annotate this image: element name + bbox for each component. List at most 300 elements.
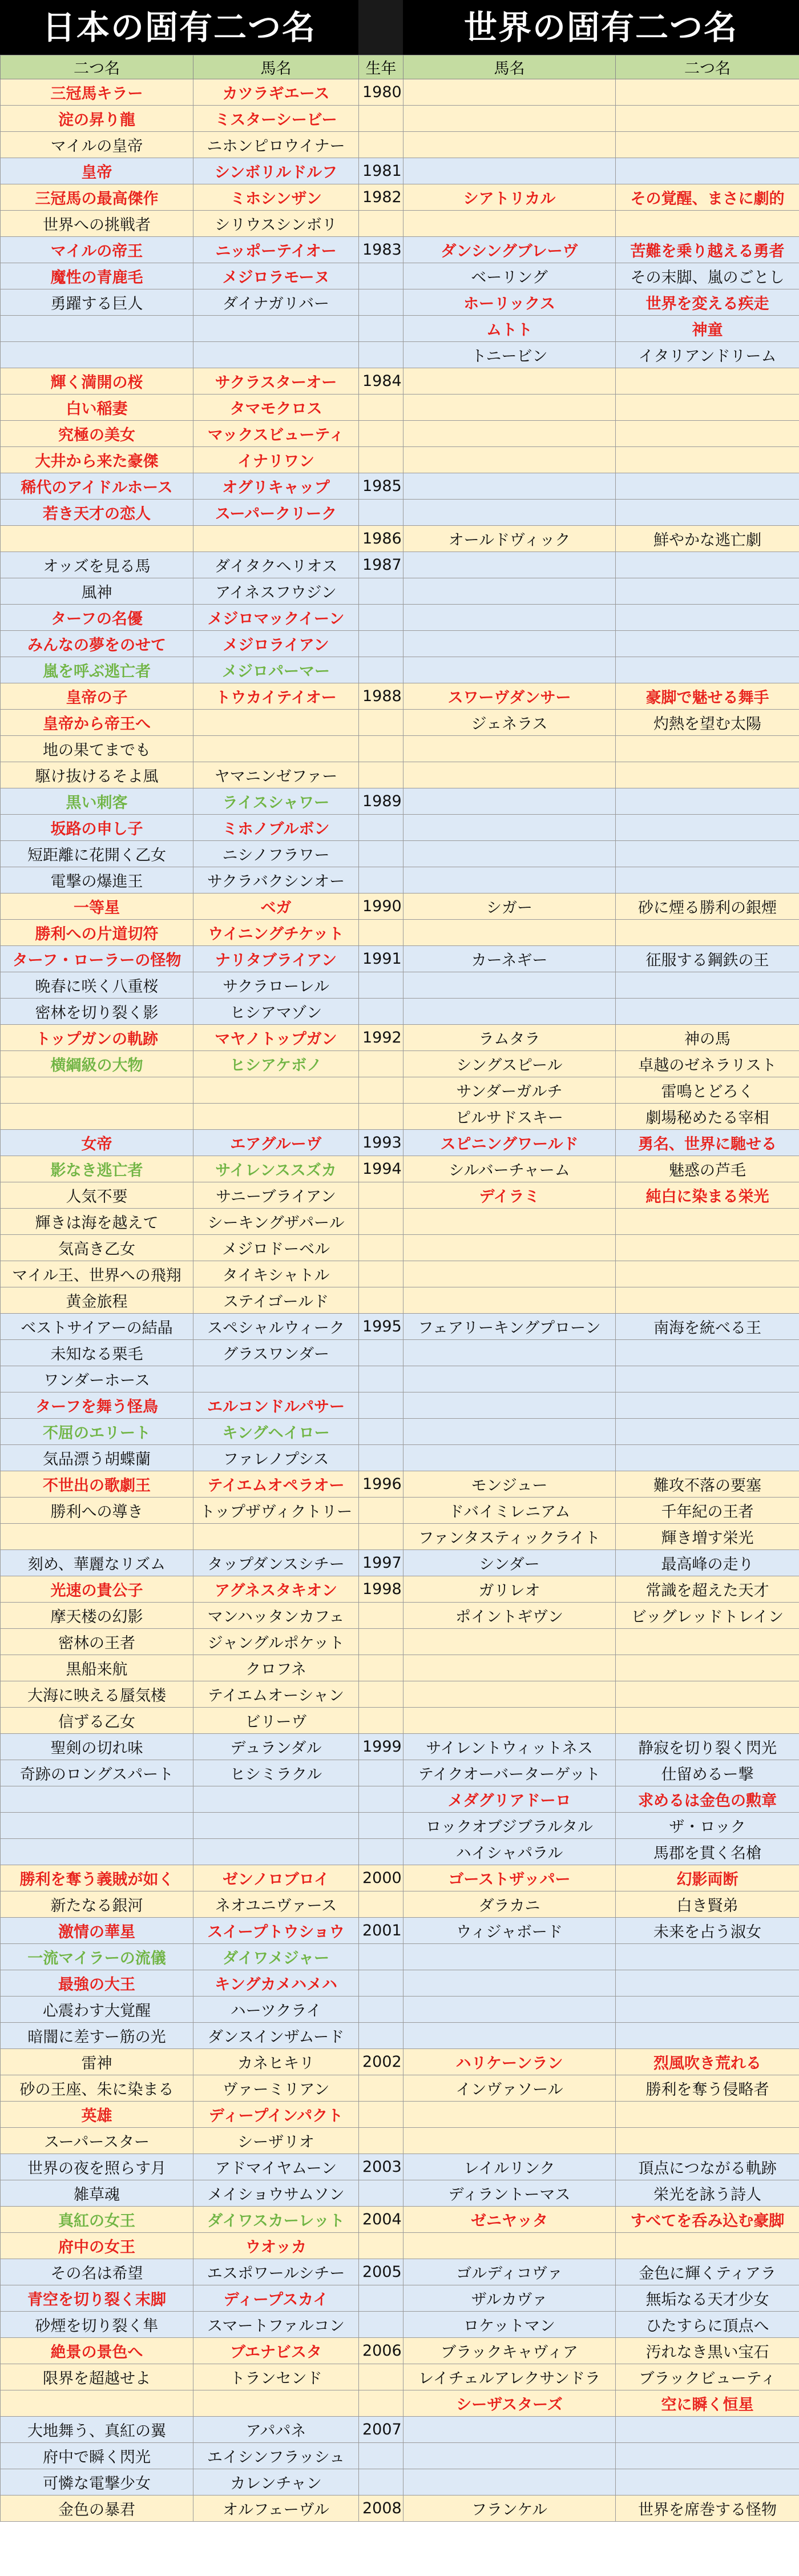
birth-year-cell[interactable]: 1996	[359, 1471, 403, 1498]
jp-nickname-cell[interactable]: 影なき逃亡者	[1, 1156, 193, 1182]
world-nickname-cell[interactable]: 求めるは金色の勲章	[616, 1786, 799, 1813]
birth-year-cell[interactable]: 2001	[359, 1918, 403, 1944]
birth-year-cell[interactable]: 1990	[359, 893, 403, 920]
jp-horse-cell[interactable]: エイシンフラッシュ	[193, 2443, 359, 2469]
birth-year-cell[interactable]	[359, 447, 403, 473]
jp-nickname-cell[interactable]: 心震わす大覚醒	[1, 1997, 193, 2023]
world-horse-cell[interactable]	[403, 368, 616, 395]
birth-year-cell[interactable]	[359, 1629, 403, 1655]
world-horse-cell[interactable]: テイクオーバーターゲット	[403, 1760, 616, 1786]
birth-year-cell[interactable]	[359, 578, 403, 605]
jp-nickname-cell[interactable]: マイルの皇帝	[1, 132, 193, 158]
world-horse-cell[interactable]: ハイシャパラル	[403, 1839, 616, 1865]
birth-year-cell[interactable]	[359, 132, 403, 158]
jp-nickname-cell[interactable]: 黒船来航	[1, 1655, 193, 1681]
world-nickname-cell[interactable]: 空に瞬く恒星	[616, 2390, 799, 2417]
jp-nickname-cell[interactable]: ワンダーホース	[1, 1366, 193, 1392]
birth-year-cell[interactable]	[359, 421, 403, 447]
jp-nickname-cell[interactable]: 三冠馬キラー	[1, 79, 193, 106]
world-nickname-cell[interactable]: ザ・ロック	[616, 1813, 799, 1839]
world-horse-cell[interactable]	[403, 500, 616, 526]
jp-horse-cell[interactable]: カレンチャン	[193, 2469, 359, 2496]
world-nickname-cell[interactable]	[616, 211, 799, 237]
birth-year-cell[interactable]	[359, 1997, 403, 2023]
jp-nickname-cell[interactable]: 砂の王座、朱に染まる	[1, 2075, 193, 2102]
jp-horse-cell[interactable]: ミホシンザン	[193, 184, 359, 211]
birth-year-cell[interactable]: 1988	[359, 683, 403, 710]
world-horse-cell[interactable]: スピニングワールド	[403, 1130, 616, 1156]
jp-nickname-cell[interactable]: 勝利を奪う義賊が如く	[1, 1865, 193, 1891]
world-nickname-cell[interactable]: 卓越のゼネラリスト	[616, 1051, 799, 1077]
world-horse-cell[interactable]: フランケル	[403, 2496, 616, 2522]
jp-nickname-cell[interactable]: 摩天楼の幻影	[1, 1603, 193, 1629]
jp-nickname-cell[interactable]: 密林を切り裂く影	[1, 999, 193, 1025]
world-nickname-cell[interactable]	[616, 473, 799, 500]
world-nickname-cell[interactable]: 常識を超えた天才	[616, 1576, 799, 1603]
world-horse-cell[interactable]: インヴァソール	[403, 2075, 616, 2102]
world-nickname-cell[interactable]: ひたすらに頂点へ	[616, 2312, 799, 2338]
birth-year-cell[interactable]	[359, 999, 403, 1025]
jp-horse-cell[interactable]: スーパークリーク	[193, 500, 359, 526]
birth-year-cell[interactable]	[359, 2075, 403, 2102]
world-horse-cell[interactable]	[403, 421, 616, 447]
jp-horse-cell[interactable]: スイープトウショウ	[193, 1918, 359, 1944]
world-horse-cell[interactable]: ダラカニ	[403, 1891, 616, 1918]
world-horse-cell[interactable]: シーザスターズ	[403, 2390, 616, 2417]
jp-nickname-cell[interactable]	[1, 1077, 193, 1104]
jp-nickname-cell[interactable]	[1, 1839, 193, 1865]
jp-horse-cell[interactable]: イナリワン	[193, 447, 359, 473]
birth-year-cell[interactable]	[359, 1051, 403, 1077]
birth-year-cell[interactable]	[359, 1760, 403, 1786]
world-nickname-cell[interactable]: 鮮やかな逃亡劇	[616, 526, 799, 552]
jp-nickname-cell[interactable]: 輝く満開の桜	[1, 368, 193, 395]
world-horse-cell[interactable]	[403, 1235, 616, 1261]
jp-horse-cell[interactable]: メイショウサムソン	[193, 2180, 359, 2207]
world-horse-cell[interactable]	[403, 972, 616, 999]
world-horse-cell[interactable]: デイラミ	[403, 1182, 616, 1209]
world-horse-cell[interactable]	[403, 2443, 616, 2469]
jp-horse-cell[interactable]: サイレンススズカ	[193, 1156, 359, 1182]
birth-year-cell[interactable]	[359, 211, 403, 237]
jp-horse-cell[interactable]: マンハッタンカフェ	[193, 1603, 359, 1629]
world-horse-cell[interactable]: ピルサドスキー	[403, 1104, 616, 1130]
jp-nickname-cell[interactable]: 青空を切り裂く末脚	[1, 2285, 193, 2312]
jp-horse-cell[interactable]: オルフェーヴル	[193, 2496, 359, 2522]
world-horse-cell[interactable]	[403, 473, 616, 500]
birth-year-cell[interactable]	[359, 395, 403, 421]
birth-year-cell[interactable]	[359, 1209, 403, 1235]
jp-nickname-cell[interactable]: 雑草魂	[1, 2180, 193, 2207]
jp-nickname-cell[interactable]: 暗闇に差すー筋の光	[1, 2023, 193, 2049]
world-nickname-cell[interactable]: 幻影両断	[616, 1865, 799, 1891]
world-horse-cell[interactable]	[403, 1287, 616, 1314]
jp-horse-cell[interactable]	[193, 1077, 359, 1104]
jp-nickname-cell[interactable]: ターフの名優	[1, 605, 193, 631]
world-horse-cell[interactable]: ファンタスティックライト	[403, 1524, 616, 1550]
world-horse-cell[interactable]: トニービン	[403, 342, 616, 368]
jp-horse-cell[interactable]	[193, 2390, 359, 2417]
world-nickname-cell[interactable]: 輝き増す栄光	[616, 1524, 799, 1550]
world-nickname-cell[interactable]	[616, 2102, 799, 2128]
jp-horse-cell[interactable]: メジロライアン	[193, 631, 359, 657]
jp-nickname-cell[interactable]: 雷神	[1, 2049, 193, 2075]
jp-horse-cell[interactable]	[193, 736, 359, 762]
world-nickname-cell[interactable]: 未来を占う淑女	[616, 1918, 799, 1944]
jp-horse-cell[interactable]: テイエムオペラオー	[193, 1471, 359, 1498]
jp-horse-cell[interactable]: シーキングザパール	[193, 1209, 359, 1235]
world-nickname-cell[interactable]: 魅惑の芦毛	[616, 1156, 799, 1182]
jp-horse-cell[interactable]: ダイワスカーレット	[193, 2207, 359, 2233]
world-horse-cell[interactable]	[403, 1261, 616, 1287]
jp-nickname-cell[interactable]: 稀代のアイドルホース	[1, 473, 193, 500]
birth-year-cell[interactable]: 2005	[359, 2259, 403, 2285]
world-nickname-cell[interactable]: 栄光を詠う詩人	[616, 2180, 799, 2207]
world-horse-cell[interactable]	[403, 1944, 616, 1970]
world-nickname-cell[interactable]: 世界を変える疾走	[616, 289, 799, 316]
world-horse-cell[interactable]: レイルリンク	[403, 2154, 616, 2180]
birth-year-cell[interactable]: 1980	[359, 79, 403, 106]
world-horse-cell[interactable]	[403, 395, 616, 421]
jp-horse-cell[interactable]: トウカイテイオー	[193, 683, 359, 710]
world-nickname-cell[interactable]: 神の馬	[616, 1025, 799, 1051]
birth-year-cell[interactable]: 1991	[359, 946, 403, 972]
world-horse-cell[interactable]	[403, 788, 616, 815]
birth-year-cell[interactable]	[359, 342, 403, 368]
jp-nickname-cell[interactable]: 黒い刺客	[1, 788, 193, 815]
world-horse-cell[interactable]: レイチェルアレクサンドラ	[403, 2364, 616, 2390]
birth-year-cell[interactable]	[359, 2469, 403, 2496]
world-nickname-cell[interactable]	[616, 2469, 799, 2496]
jp-horse-cell[interactable]: ダイワメジャー	[193, 1944, 359, 1970]
world-horse-cell[interactable]	[403, 2102, 616, 2128]
jp-horse-cell[interactable]: ヤマニンゼファー	[193, 762, 359, 788]
birth-year-cell[interactable]	[359, 2364, 403, 2390]
world-nickname-cell[interactable]	[616, 106, 799, 132]
world-nickname-cell[interactable]	[616, 158, 799, 184]
world-nickname-cell[interactable]	[616, 815, 799, 841]
world-nickname-cell[interactable]: 最高峰の走り	[616, 1550, 799, 1576]
jp-horse-cell[interactable]: ライスシャワー	[193, 788, 359, 815]
birth-year-cell[interactable]	[359, 1287, 403, 1314]
jp-horse-cell[interactable]	[193, 1524, 359, 1550]
jp-nickname-cell[interactable]: マイル王、世界への飛翔	[1, 1261, 193, 1287]
world-nickname-cell[interactable]	[616, 132, 799, 158]
world-nickname-cell[interactable]	[616, 2443, 799, 2469]
birth-year-cell[interactable]	[359, 1891, 403, 1918]
world-horse-cell[interactable]: ポイントギヴン	[403, 1603, 616, 1629]
jp-nickname-cell[interactable]: 金色の暴君	[1, 2496, 193, 2522]
jp-horse-cell[interactable]: メジロドーベル	[193, 1235, 359, 1261]
birth-year-cell[interactable]	[359, 1681, 403, 1708]
world-horse-cell[interactable]	[403, 867, 616, 893]
jp-horse-cell[interactable]: タイキシャトル	[193, 1261, 359, 1287]
birth-year-cell[interactable]: 2002	[359, 2049, 403, 2075]
birth-year-cell[interactable]	[359, 1261, 403, 1287]
world-horse-cell[interactable]	[403, 605, 616, 631]
jp-nickname-cell[interactable]	[1, 1786, 193, 1813]
world-nickname-cell[interactable]	[616, 1629, 799, 1655]
world-nickname-cell[interactable]: 仕留めるー撃	[616, 1760, 799, 1786]
world-nickname-cell[interactable]: 世界を席巻する怪物	[616, 2496, 799, 2522]
birth-year-cell[interactable]	[359, 2285, 403, 2312]
jp-nickname-cell[interactable]: 気品漂う胡蝶蘭	[1, 1445, 193, 1471]
world-nickname-cell[interactable]	[616, 578, 799, 605]
jp-horse-cell[interactable]: カツラギエース	[193, 79, 359, 106]
birth-year-cell[interactable]	[359, 1970, 403, 1997]
world-nickname-cell[interactable]: すべてを呑み込む豪脚	[616, 2207, 799, 2233]
world-horse-cell[interactable]	[403, 2469, 616, 2496]
jp-horse-cell[interactable]: シーザリオ	[193, 2128, 359, 2154]
jp-horse-cell[interactable]: カネヒキリ	[193, 2049, 359, 2075]
world-nickname-cell[interactable]	[616, 1392, 799, 1419]
jp-nickname-cell[interactable]	[1, 1813, 193, 1839]
world-nickname-cell[interactable]: 南海を統べる王	[616, 1314, 799, 1340]
jp-nickname-cell[interactable]: 人気不要	[1, 1182, 193, 1209]
jp-horse-cell[interactable]	[193, 1366, 359, 1392]
jp-nickname-cell[interactable]: 横綱級の大物	[1, 1051, 193, 1077]
jp-horse-cell[interactable]: スペシャルウィーク	[193, 1314, 359, 1340]
birth-year-cell[interactable]	[359, 1524, 403, 1550]
jp-nickname-cell[interactable]: 不屈のエリート	[1, 1419, 193, 1445]
birth-year-cell[interactable]: 1999	[359, 1734, 403, 1760]
jp-horse-cell[interactable]: キングカメハメハ	[193, 1970, 359, 1997]
jp-nickname-cell[interactable]: 輝きは海を越えて	[1, 1209, 193, 1235]
world-horse-cell[interactable]: ロックオブジブラルタル	[403, 1813, 616, 1839]
world-nickname-cell[interactable]: 勇名、世界に馳せる	[616, 1130, 799, 1156]
birth-year-cell[interactable]: 1987	[359, 552, 403, 578]
world-horse-cell[interactable]: ウィジャボード	[403, 1918, 616, 1944]
birth-year-cell[interactable]: 1985	[359, 473, 403, 500]
birth-year-cell[interactable]	[359, 1366, 403, 1392]
world-horse-cell[interactable]	[403, 1445, 616, 1471]
jp-nickname-cell[interactable]: ターフ・ローラーの怪物	[1, 946, 193, 972]
world-nickname-cell[interactable]	[616, 605, 799, 631]
jp-nickname-cell[interactable]: 淀の昇り龍	[1, 106, 193, 132]
birth-year-cell[interactable]	[359, 1603, 403, 1629]
birth-year-cell[interactable]	[359, 2390, 403, 2417]
world-nickname-cell[interactable]: 静寂を切り裂く閃光	[616, 1734, 799, 1760]
world-horse-cell[interactable]: シングスピール	[403, 1051, 616, 1077]
birth-year-cell[interactable]: 2006	[359, 2338, 403, 2364]
birth-year-cell[interactable]: 1995	[359, 1314, 403, 1340]
jp-nickname-cell[interactable]	[1, 1104, 193, 1130]
world-horse-cell[interactable]	[403, 1209, 616, 1235]
jp-nickname-cell[interactable]: 女帝	[1, 1130, 193, 1156]
birth-year-cell[interactable]	[359, 605, 403, 631]
world-nickname-cell[interactable]	[616, 920, 799, 946]
jp-horse-cell[interactable]: ネオユニヴァース	[193, 1891, 359, 1918]
birth-year-cell[interactable]	[359, 1944, 403, 1970]
jp-nickname-cell[interactable]	[1, 2390, 193, 2417]
jp-horse-cell[interactable]: ヴァーミリアン	[193, 2075, 359, 2102]
jp-nickname-cell[interactable]: 究極の美女	[1, 421, 193, 447]
world-horse-cell[interactable]	[403, 1419, 616, 1445]
world-horse-cell[interactable]: ロケットマン	[403, 2312, 616, 2338]
birth-year-cell[interactable]	[359, 1786, 403, 1813]
birth-year-cell[interactable]	[359, 631, 403, 657]
jp-nickname-cell[interactable]: 風神	[1, 578, 193, 605]
birth-year-cell[interactable]: 1983	[359, 237, 403, 263]
jp-nickname-cell[interactable]: 気高き乙女	[1, 1235, 193, 1261]
jp-horse-cell[interactable]: ヒシアケボノ	[193, 1051, 359, 1077]
world-horse-cell[interactable]: ジェネラス	[403, 710, 616, 736]
jp-horse-cell[interactable]	[193, 316, 359, 342]
world-horse-cell[interactable]	[403, 1340, 616, 1366]
birth-year-cell[interactable]	[359, 815, 403, 841]
jp-horse-cell[interactable]: エスポワールシチー	[193, 2259, 359, 2285]
birth-year-cell[interactable]	[359, 2312, 403, 2338]
jp-nickname-cell[interactable]: 地の果てまでも	[1, 736, 193, 762]
world-nickname-cell[interactable]	[616, 2233, 799, 2259]
world-nickname-cell[interactable]	[616, 972, 799, 999]
world-nickname-cell[interactable]	[616, 1944, 799, 1970]
jp-horse-cell[interactable]: サニーブライアン	[193, 1182, 359, 1209]
jp-horse-cell[interactable]	[193, 710, 359, 736]
world-horse-cell[interactable]: ザルカヴァ	[403, 2285, 616, 2312]
birth-year-cell[interactable]	[359, 1235, 403, 1261]
jp-horse-cell[interactable]: ダイナガリバー	[193, 289, 359, 316]
jp-nickname-cell[interactable]: 皇帝から帝王へ	[1, 710, 193, 736]
birth-year-cell[interactable]	[359, 1708, 403, 1734]
world-horse-cell[interactable]	[403, 920, 616, 946]
world-nickname-cell[interactable]: イタリアンドリーム	[616, 342, 799, 368]
jp-horse-cell[interactable]: デュランダル	[193, 1734, 359, 1760]
birth-year-cell[interactable]	[359, 2233, 403, 2259]
world-nickname-cell[interactable]	[616, 368, 799, 395]
birth-year-cell[interactable]: 1992	[359, 1025, 403, 1051]
jp-nickname-cell[interactable]: 白い稲妻	[1, 395, 193, 421]
jp-horse-cell[interactable]: タマモクロス	[193, 395, 359, 421]
world-horse-cell[interactable]	[403, 211, 616, 237]
world-horse-cell[interactable]: オールドヴィック	[403, 526, 616, 552]
world-horse-cell[interactable]: スワーヴダンサー	[403, 683, 616, 710]
world-nickname-cell[interactable]: 烈風吹き荒れる	[616, 2049, 799, 2075]
birth-year-cell[interactable]	[359, 316, 403, 342]
birth-year-cell[interactable]	[359, 2180, 403, 2207]
world-horse-cell[interactable]: シンダー	[403, 1550, 616, 1576]
world-horse-cell[interactable]	[403, 2233, 616, 2259]
world-nickname-cell[interactable]	[616, 79, 799, 106]
world-nickname-cell[interactable]	[616, 1340, 799, 1366]
jp-nickname-cell[interactable]: 激情の華星	[1, 1918, 193, 1944]
birth-year-cell[interactable]: 1981	[359, 158, 403, 184]
world-horse-cell[interactable]	[403, 657, 616, 683]
jp-horse-cell[interactable]: ゼンノロブロイ	[193, 1865, 359, 1891]
jp-horse-cell[interactable]: マヤノトップガン	[193, 1025, 359, 1051]
birth-year-cell[interactable]	[359, 1419, 403, 1445]
jp-horse-cell[interactable]: トランセンド	[193, 2364, 359, 2390]
jp-horse-cell[interactable]: ダンスインザムード	[193, 2023, 359, 2049]
world-horse-cell[interactable]	[403, 736, 616, 762]
birth-year-cell[interactable]	[359, 289, 403, 316]
world-nickname-cell[interactable]	[616, 736, 799, 762]
jp-horse-cell[interactable]: ハーツクライ	[193, 1997, 359, 2023]
world-nickname-cell[interactable]: 金色に輝くティアラ	[616, 2259, 799, 2285]
world-horse-cell[interactable]	[403, 447, 616, 473]
jp-nickname-cell[interactable]: 信ずる乙女	[1, 1708, 193, 1734]
birth-year-cell[interactable]: 2003	[359, 2154, 403, 2180]
jp-nickname-cell[interactable]: 聖剣の切れ味	[1, 1734, 193, 1760]
world-horse-cell[interactable]: ドバイミレニアム	[403, 1498, 616, 1524]
jp-horse-cell[interactable]: マックスビューティ	[193, 421, 359, 447]
jp-horse-cell[interactable]: メジロマックイーン	[193, 605, 359, 631]
jp-nickname-cell[interactable]: 勇躍する巨人	[1, 289, 193, 316]
world-nickname-cell[interactable]	[616, 867, 799, 893]
world-horse-cell[interactable]: ゼニヤッタ	[403, 2207, 616, 2233]
world-nickname-cell[interactable]: その末脚、嵐のごとし	[616, 263, 799, 289]
world-horse-cell[interactable]: ホーリックス	[403, 289, 616, 316]
world-nickname-cell[interactable]	[616, 1970, 799, 1997]
birth-year-cell[interactable]	[359, 1182, 403, 1209]
jp-horse-cell[interactable]: アドマイヤムーン	[193, 2154, 359, 2180]
birth-year-cell[interactable]: 2000	[359, 1865, 403, 1891]
jp-nickname-cell[interactable]: 若き天才の恋人	[1, 500, 193, 526]
world-nickname-cell[interactable]	[616, 552, 799, 578]
jp-nickname-cell[interactable]	[1, 342, 193, 368]
world-nickname-cell[interactable]	[616, 500, 799, 526]
world-nickname-cell[interactable]	[616, 395, 799, 421]
world-horse-cell[interactable]	[403, 762, 616, 788]
world-horse-cell[interactable]: ハリケーンラン	[403, 2049, 616, 2075]
birth-year-cell[interactable]: 2007	[359, 2417, 403, 2443]
world-horse-cell[interactable]: フェアリーキングプローン	[403, 1314, 616, 1340]
jp-nickname-cell[interactable]: 一流マイラーの流儀	[1, 1944, 193, 1970]
world-horse-cell[interactable]: ディラントーマス	[403, 2180, 616, 2207]
jp-horse-cell[interactable]: メジロパーマー	[193, 657, 359, 683]
jp-horse-cell[interactable]: スマートファルコン	[193, 2312, 359, 2338]
world-horse-cell[interactable]	[403, 132, 616, 158]
jp-horse-cell[interactable]: メジロラモーヌ	[193, 263, 359, 289]
world-horse-cell[interactable]: ブラックキャヴィア	[403, 2338, 616, 2364]
world-horse-cell[interactable]: メダグリアドーロ	[403, 1786, 616, 1813]
jp-nickname-cell[interactable]: 可憐な電撃少女	[1, 2469, 193, 2496]
world-horse-cell[interactable]	[403, 1681, 616, 1708]
birth-year-cell[interactable]: 1994	[359, 1156, 403, 1182]
world-nickname-cell[interactable]	[616, 1366, 799, 1392]
world-nickname-cell[interactable]: 馬郡を貫く名槍	[616, 1839, 799, 1865]
world-horse-cell[interactable]	[403, 578, 616, 605]
jp-horse-cell[interactable]: グラスワンダー	[193, 1340, 359, 1366]
jp-nickname-cell[interactable]: 府中で瞬く閃光	[1, 2443, 193, 2469]
birth-year-cell[interactable]	[359, 1392, 403, 1419]
world-nickname-cell[interactable]: 砂に煙る勝利の銀煙	[616, 893, 799, 920]
birth-year-cell[interactable]	[359, 1813, 403, 1839]
world-horse-cell[interactable]: ベーリング	[403, 263, 616, 289]
world-horse-cell[interactable]	[403, 1708, 616, 1734]
world-nickname-cell[interactable]	[616, 1209, 799, 1235]
world-horse-cell[interactable]	[403, 1655, 616, 1681]
jp-nickname-cell[interactable]: 真紅の女王	[1, 2207, 193, 2233]
jp-horse-cell[interactable]: ダイタクヘリオス	[193, 552, 359, 578]
world-nickname-cell[interactable]: 千年紀の王者	[616, 1498, 799, 1524]
birth-year-cell[interactable]: 1993	[359, 1130, 403, 1156]
jp-horse-cell[interactable]	[193, 526, 359, 552]
world-nickname-cell[interactable]	[616, 2128, 799, 2154]
birth-year-cell[interactable]	[359, 1104, 403, 1130]
jp-nickname-cell[interactable]: ターフを舞う怪鳥	[1, 1392, 193, 1419]
jp-horse-cell[interactable]: シリウスシンボリ	[193, 211, 359, 237]
jp-nickname-cell[interactable]: 最強の大王	[1, 1970, 193, 1997]
jp-nickname-cell[interactable]: 晩春に咲く八重桜	[1, 972, 193, 999]
world-nickname-cell[interactable]	[616, 762, 799, 788]
world-horse-cell[interactable]	[403, 2128, 616, 2154]
world-nickname-cell[interactable]	[616, 788, 799, 815]
jp-horse-cell[interactable]: ディープスカイ	[193, 2285, 359, 2312]
jp-nickname-cell[interactable]: 勝利への片道切符	[1, 920, 193, 946]
jp-nickname-cell[interactable]: 密林の王者	[1, 1629, 193, 1655]
world-horse-cell[interactable]: ガリレオ	[403, 1576, 616, 1603]
